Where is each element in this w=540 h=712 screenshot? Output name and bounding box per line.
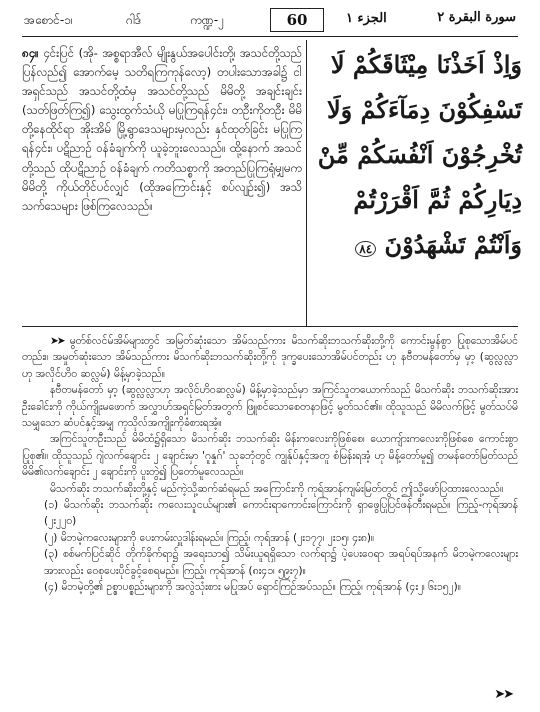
commentary-item-1: (၁) မိသက်ဆိုး ဘသက်ဆိုး ကလေးသူငယ်များ၏ ကောင်းရာကောင်းကြောင်းကို ရှာဖွေပြုပြင်ဖန်တီးရမည်။ ကြည့်-ကုရ်အာန် (၂း၂၂၀) (44, 499, 518, 528)
commentary-paragraph-1 (22, 333, 518, 382)
continue-arrow-icon: ➤➤ (494, 687, 512, 702)
header-section: ဂါဒ် (126, 13, 142, 27)
commentary-paragraph-4: မိသက်ဆိုး ဘသက်ဆိုးတို့နှင့် မည်ကဲ့သို့ဆက်ဆံရမည် အကြောင်းကို ကုရ်အာန်ကျမ်းမြတ်တွင် ဤသို့ဖော်ပြထားလေသည်။ (50, 482, 504, 495)
arabic-verse (312, 42, 522, 272)
header-divider (22, 36, 518, 37)
translation-paragraph (22, 44, 302, 216)
commentary-item-4: (၄) မိဘမဲ့တို့၏ ဥစ္စာပစ္စည်းများကို အလွဲသုံးစား မပြုအပ် ရှောင်ကြဉ်အပ်သည်။ ကြည့်၊ ကုရ်အာန် (၄း၂၊ ၆း၁၅၂)။ (44, 581, 461, 594)
header-surah: سورة البقرة ٢ (437, 10, 516, 25)
ayah-end-marker: ٨٤ (355, 241, 376, 257)
verse-number: ၈၄။ (22, 46, 39, 60)
arabic-line-4: دِيَارِكُمْ ثُمَّ اَقْرَرْتُمْ (353, 185, 522, 214)
translation-text: ၄င်းပြင် (အို- အစ္စရာအီလ် မျိုးနွယ်အပေါင်းတို့၊ အသင်တို့သည် ပြန်လည်၍ အောက်မေ့ သတိရကြကုန်လော့) တပါးသောအခါ၌ ငါအရှင်သည် အသင်တို့ထံမှ အသင်တို့သည် မိမိတို့ အချင်းချင်း (သတ်ဖြတ်ကြ၍) သွေးထွက်သံယို မပြုကြရန်၄င်း၊ တဦးကိုတဦး မိမိတို့နေထိုင်ရာ အိုးအိမ် မြို့ရွာဒေသများမှလည်း နှင်ထုတ်ခြင်း မပြုကြရန်၄င်း၊ ပဋိညာဉ် ဝန်ခံချက်ကို ယူခဲ့ဘူးလေသည်။ ထို့နောက် အသင်တို့သည် ထိုပဋိညာဉ် ဝန်ခံချက် ကတိသစ္စာကို အတည်ပြုကြရုံမျှမက မိမိတို့ ကိုယ်တိုင်ပင်လျှင် (ထိုအကြောင်းနှင့် စပ်လျဉ်း၍) အသိသက်သေများ ဖြစ်ကြလေသည်။ (22, 46, 302, 213)
section-divider (22, 326, 518, 327)
page-header (22, 8, 518, 34)
commentary-text-1: မွတ်စ်လင်မ်အိမ်များတွင် အမြတ်ဆုံးသော အိမ်သည်ကား မိသက်ဆိုးဘသက်ဆိုးတို့ကို ကောင်းမွန်စွာ ပြုစုသောအိမ်ပင်တည်း။ အမှုတ်ဆုံးသော အိမ်သည်ကား မိသက်ဆိုးဘသက်ဆိုးတို့ကို ဒုက္ခပေးသောအိမ်ပင်တည်း ဟု နဗီတမန်တော်မှ မှာ့ (ဆွလ္လလ္လာဟု အလိုင်ဟိဝ ဆလ္လမ်) မိန့်မှာခဲ့သည်။ (22, 335, 518, 380)
column-divider (306, 40, 307, 326)
arabic-line-3: تُخْرِجُوْنَ اَنْفُسَكُمْ مِّنْ (317, 140, 522, 169)
commentary-paragraph-3: အကြင်သူတဦးသည် မိမိထံ၌ရှိသော မိသက်ဆိုး ဘသက်ဆိုး မိန်းကလေးကိုဖြစ်စေ၊ ယောကျ်ားကလေးကိုဖြစ်စေ ကောင်းစွာပြုစု၏။ ထိုသူသည် ဂျဲလက်ချောင်း ၂ ချောင်းမှာ 'ဂူနှုဂ်' သုခဘုံတွင် ကျွန်ုပ်နှင့်အတူ စံမြန်းရအံ့ ဟု မိန့်တော်မူ၍ တမန်တော်မြတ်သည် မိမိ၏လက်ချောင်း ၂ ချောင်းကို ပူးတွဲ၍ ပြတော်မူလေသည်။ (22, 433, 518, 479)
arabic-line-5 (312, 222, 522, 272)
arabic-line-2: تَسْفِكُوْنَ دِمَآءَكُمْ وَلَا (326, 95, 522, 124)
arabic-line-5-text: وَاَنْتُمْ تَشْهَدُوْنَ (384, 230, 522, 259)
commentary (22, 333, 518, 596)
page-number: 60 (270, 8, 324, 32)
arrow-icon: ➤➤ (50, 335, 64, 347)
commentary-item-2: (၂) မိဘမဲ့ကလေးများကို ပေးကမ်းလှူဒါန်းရမည်။ ကြည့်၊ ကုရ်အာန် (၂း၁၇၇၊ ၂း၁၅၊ ၄း၈)။ (44, 531, 375, 544)
arabic-line-1: وَاِذْ اَخَذْنَا مِيْثَاقَكُمْ لَا (330, 50, 522, 79)
commentary-item-3: (၃) စစ်မက်ပြင်ဆိုင် တိုက်ခိုက်ရာ၌ အရေးသာ၍ သိမ်းယူရရှိသော လက်ရာ၌ ပဲ့ပေးဝေရာ အရပ်ရပ်အနက် မိဘမဲ့ကလေးများအားလည်း ဝေစုပေးပိုင်ခွင့်စေရမည်။ ကြည့်၊ ကုရ်အာန် (၈း၄၁၊ ၅၉း၇)။ (44, 548, 518, 577)
commentary-paragraph-2: နဗီတမန်တော် မှာ့ (ဆွလ္လလ္လာဟု အလိုင်ဟိဝဆလ္လမ်) မိန့်မှာခဲ့သည်မှာ အကြင်သူတယောက်သည် မိသက်ဆိုး ဘသက်ဆိုးအား ဦးခေါင်းကို ကိုယ်ကျိုးမဖောက် အလွှာဟ်အရှင်မြတ်အတွက် ဖြူစင်သောစေတနာဖြင့် မွတ်သင်၏။ ထိုသူသည် မိမိလက်ဖြင့် မွတ်သပ်မိသမျှသော ဆံပင်နှင့်အမျှ ကုသိုလ်အကျိုးကိုခံစားရအံ့။ (22, 384, 518, 430)
header-part: ကဏ္ဍ-၂ (190, 13, 225, 27)
verse-translation (22, 44, 302, 216)
header-book-volume: အစောင်-၁၊ (24, 13, 73, 27)
header-juz: الجزء ١ (346, 11, 387, 26)
